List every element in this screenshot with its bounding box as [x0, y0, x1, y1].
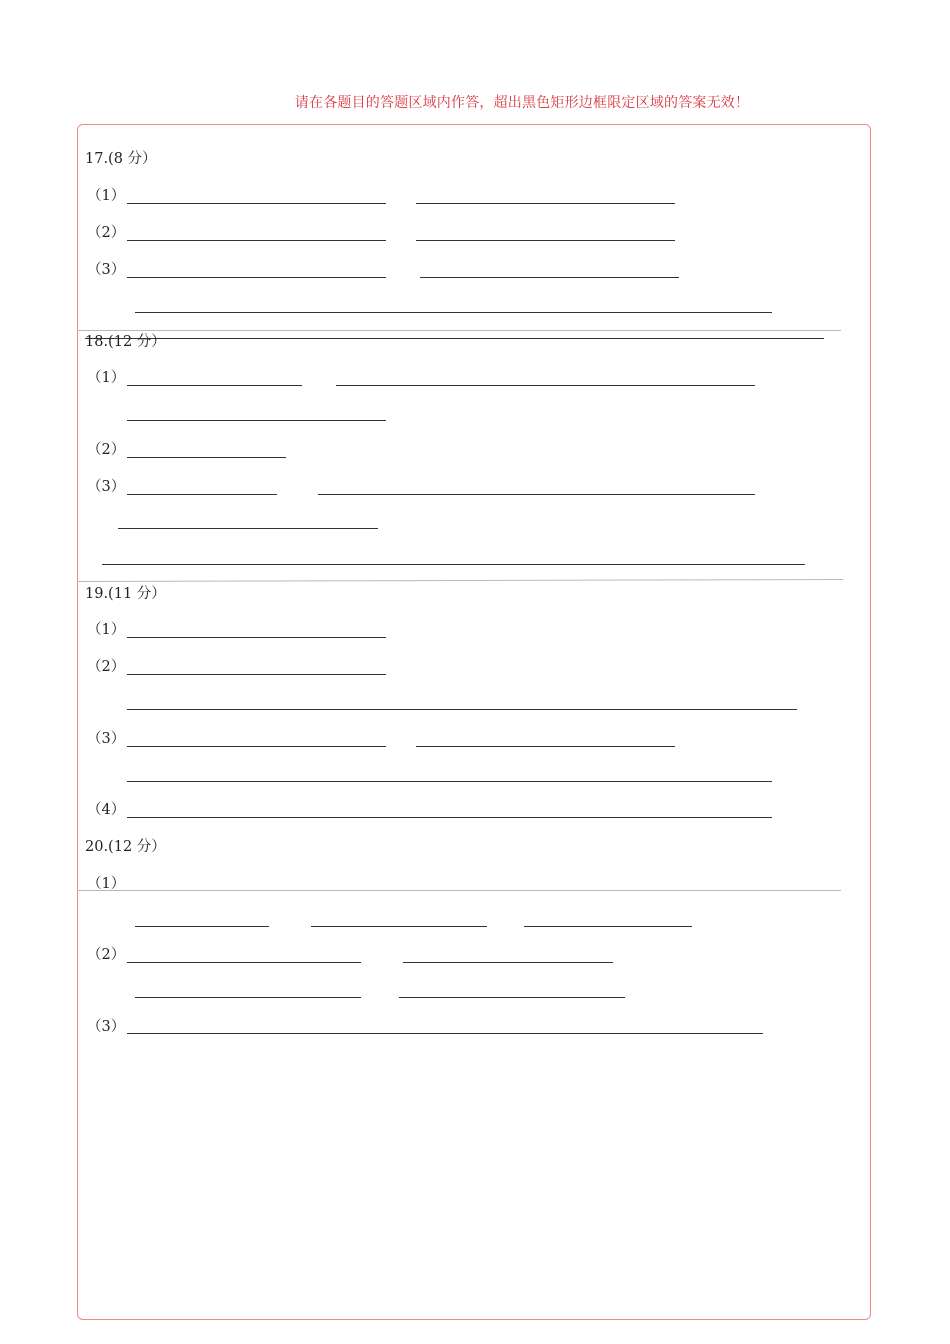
- q19-3-blank-a[interactable]: [127, 746, 386, 747]
- q20-item-2-label: （2）: [87, 947, 126, 963]
- q20-1-blank-c[interactable]: [311, 926, 487, 927]
- q19-3-blank-b[interactable]: [416, 746, 675, 747]
- q20-2-blank-c[interactable]: [135, 997, 361, 998]
- q18-1-blank-c[interactable]: [127, 420, 386, 421]
- question-19-title: 19.(11 分）: [85, 586, 166, 602]
- q18-2-blank-a[interactable]: [127, 457, 286, 458]
- q17-extra-blank[interactable]: [85, 338, 824, 339]
- q17-3-blank-c[interactable]: [135, 312, 772, 313]
- q20-item-3-label: （3）: [87, 1019, 126, 1035]
- q18-1-blank-a[interactable]: [127, 385, 302, 386]
- q17-2-blank-a[interactable]: [127, 240, 386, 241]
- q19-1-blank-a[interactable]: [127, 637, 386, 638]
- q20-1-blank-d[interactable]: [524, 926, 692, 927]
- q19-item-2-label: （2）: [87, 659, 126, 675]
- q17-2-blank-b[interactable]: [416, 240, 675, 241]
- q18-3-blank-c[interactable]: [118, 528, 378, 529]
- q20-1-blank-b[interactable]: [135, 926, 269, 927]
- q19-item-3-label: （3）: [87, 731, 126, 747]
- q18-item-1-label: （1）: [87, 370, 126, 386]
- q17-item-3-label: （3）: [87, 262, 126, 278]
- q17-3-blank-b[interactable]: [420, 277, 679, 278]
- q17-1-blank-a[interactable]: [127, 203, 386, 204]
- q20-3-blank-a[interactable]: [127, 1033, 763, 1034]
- section-divider: [77, 890, 841, 891]
- q19-item-1-label: （1）: [87, 622, 126, 638]
- q17-3-blank-a[interactable]: [127, 277, 386, 278]
- q17-item-2-label: （2）: [87, 225, 126, 241]
- q19-2-blank-a[interactable]: [127, 674, 386, 675]
- q18-item-3-label: （3）: [87, 479, 126, 495]
- q18-1-blank-b[interactable]: [336, 385, 755, 386]
- answer-area-notice: 请在各题目的答题区域内作答，超出黑色矩形边框限定区域的答案无效！: [294, 95, 750, 111]
- q18-item-2-label: （2）: [87, 442, 126, 458]
- q19-4-blank-a[interactable]: [127, 817, 772, 818]
- q19-2-blank-b[interactable]: [127, 709, 797, 710]
- q20-item-1-label: （1）: [87, 876, 126, 892]
- q20-2-blank-a[interactable]: [127, 962, 361, 963]
- question-18-title: 18.(12 分）: [85, 334, 166, 350]
- q18-3-blank-d[interactable]: [102, 564, 805, 565]
- q18-3-blank-b[interactable]: [318, 494, 755, 495]
- q20-2-blank-d[interactable]: [399, 997, 625, 998]
- q19-item-4-label: （4）: [87, 802, 126, 818]
- q17-1-blank-b[interactable]: [416, 203, 675, 204]
- answer-frame: [77, 124, 871, 1320]
- question-17-title: 17.(8 分）: [85, 151, 157, 167]
- q18-3-blank-a[interactable]: [127, 494, 277, 495]
- q20-2-blank-b[interactable]: [403, 962, 613, 963]
- q17-item-1-label: （1）: [87, 188, 126, 204]
- q19-3-blank-c[interactable]: [127, 781, 772, 782]
- section-divider: [77, 330, 841, 331]
- question-20-title: 20.(12 分）: [85, 839, 166, 855]
